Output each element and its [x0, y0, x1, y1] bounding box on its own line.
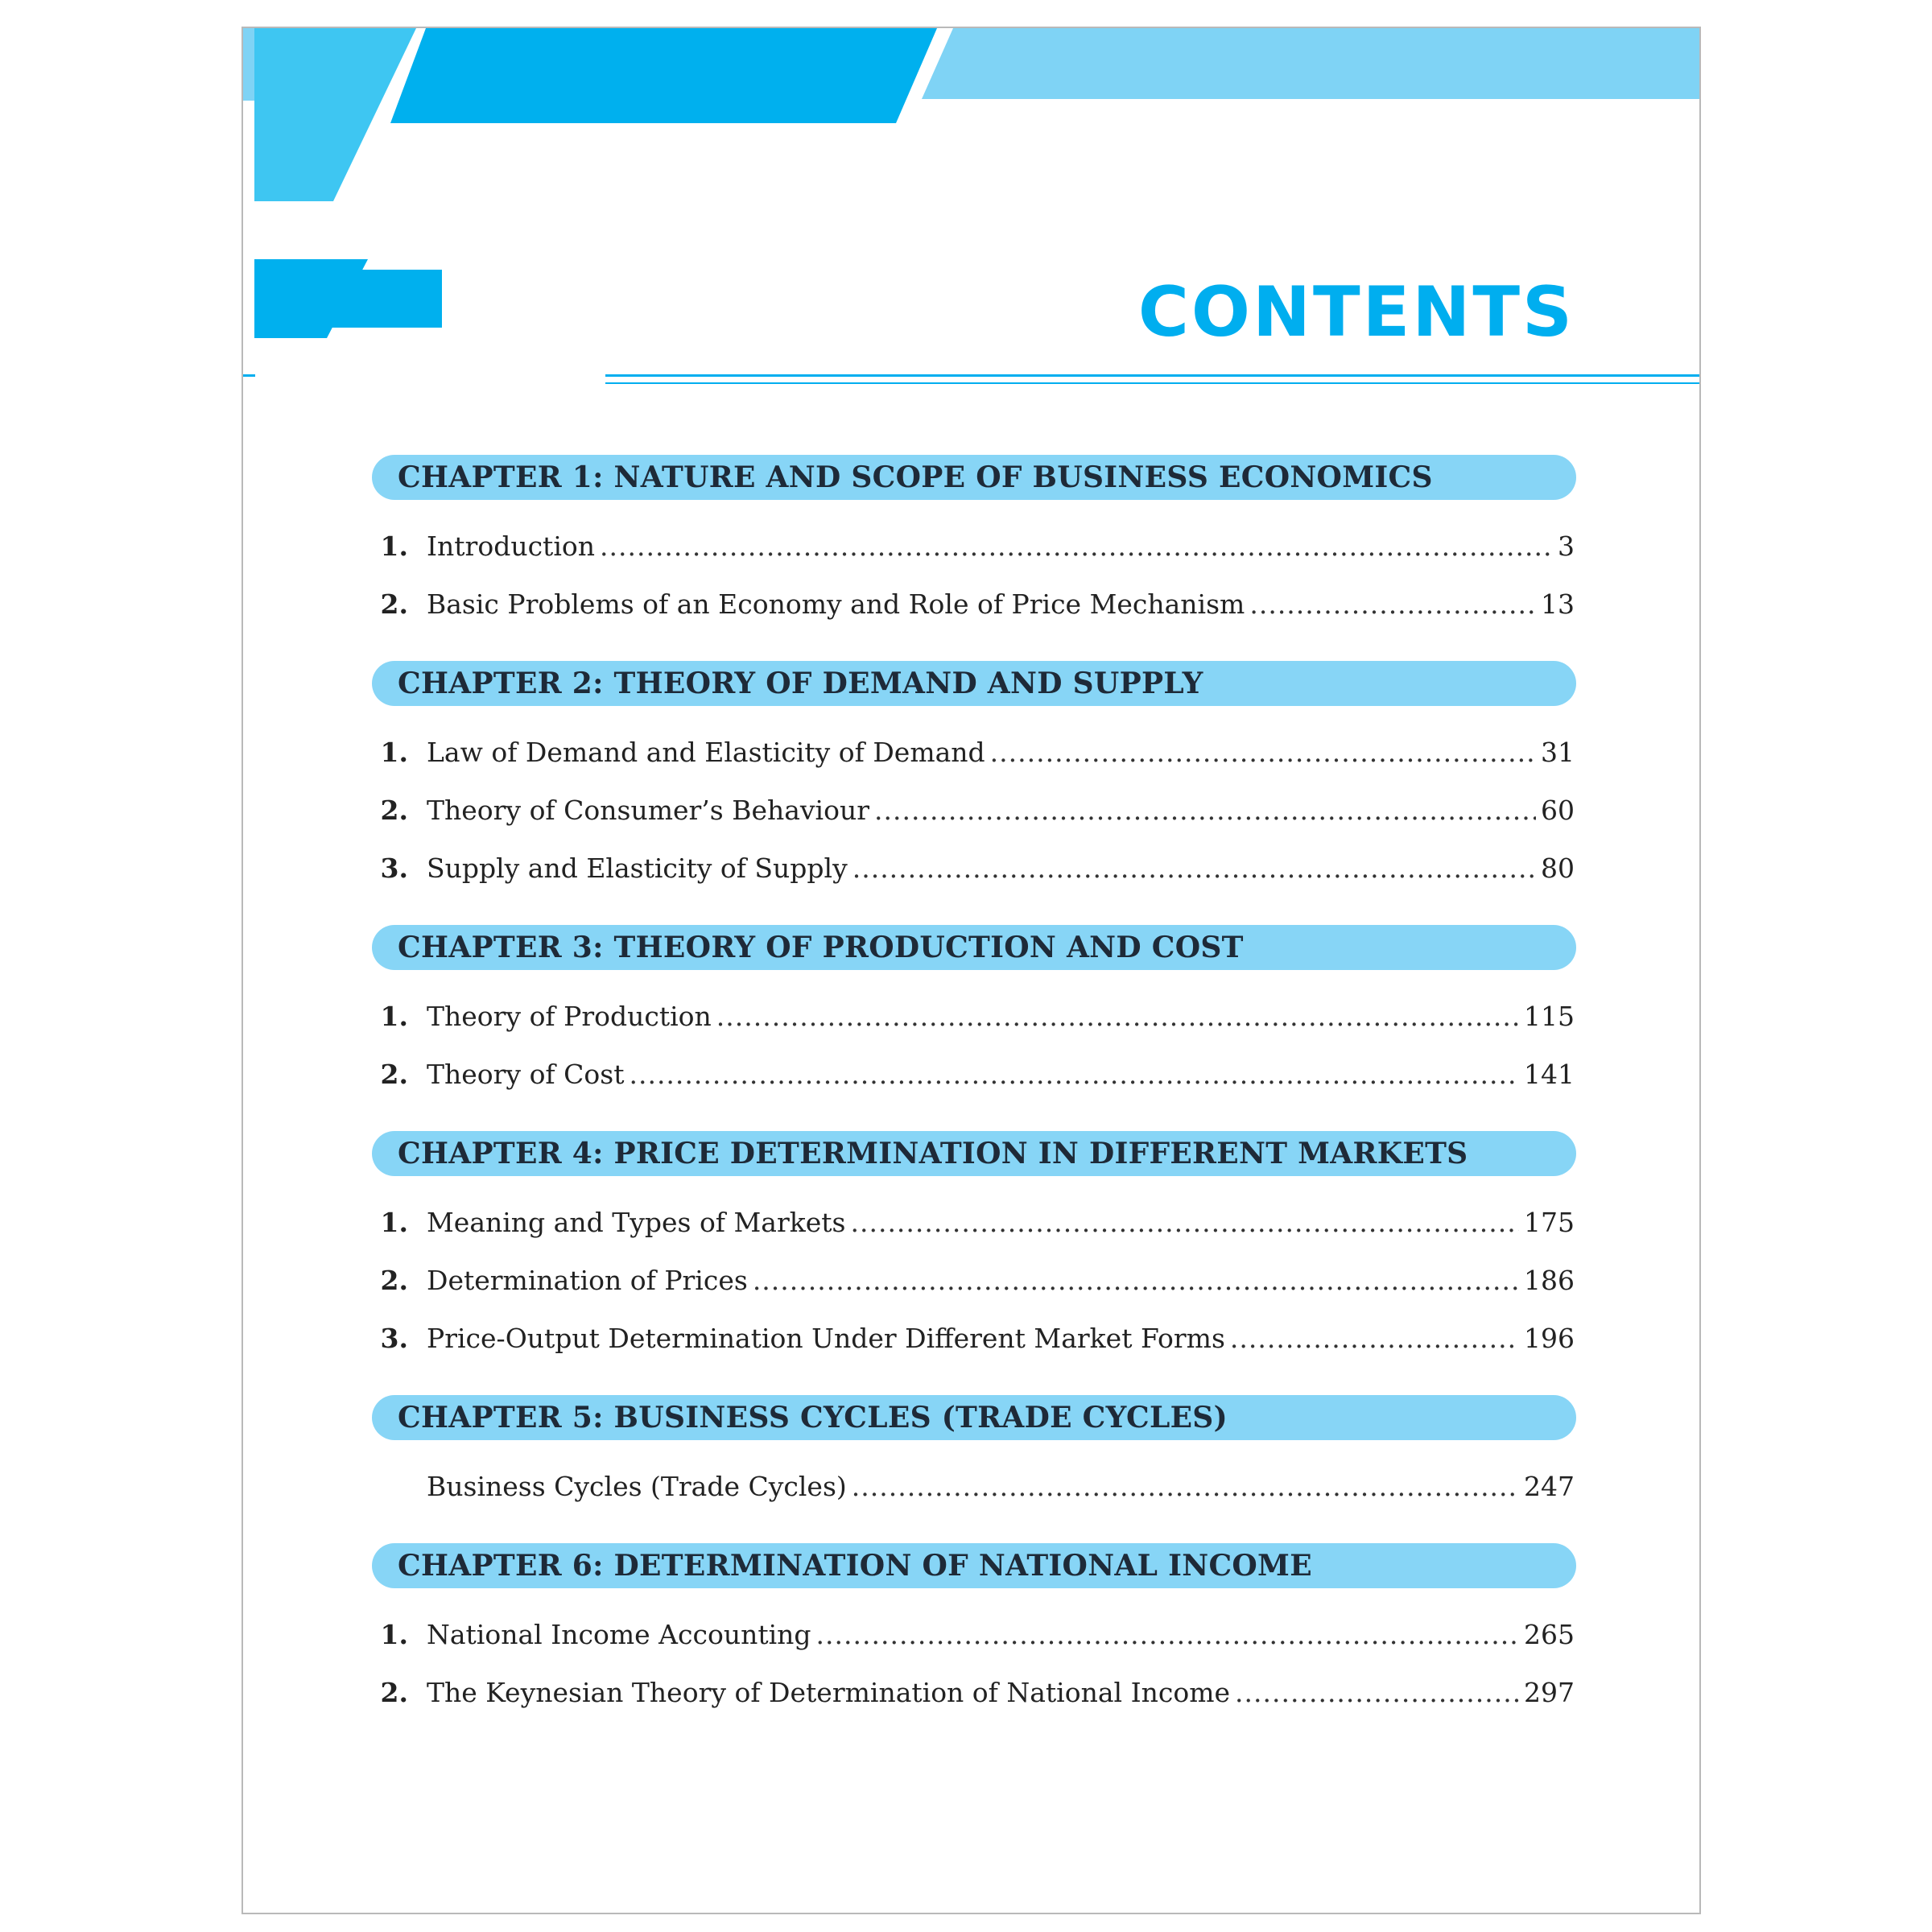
- entry-title: Determination of Prices: [427, 1265, 748, 1296]
- toc-entry[interactable]: [372, 1310, 1576, 1368]
- entry-number: 1.: [380, 530, 408, 562]
- dot-leader: [716, 988, 1519, 1046]
- dot-leader: [874, 782, 1536, 840]
- center-parallelogram: [390, 28, 937, 123]
- title-rule-thick: [605, 374, 1699, 377]
- entry-title: National Income Accounting: [427, 1619, 811, 1650]
- chapter-section: [372, 455, 1576, 634]
- left-edge-strip: [243, 28, 254, 101]
- entry-title: Introduction: [427, 530, 595, 562]
- chapter-section: [372, 1395, 1576, 1516]
- entry-number: 3.: [380, 852, 408, 884]
- entry-page-number: 175: [1524, 1207, 1575, 1238]
- entry-title: Theory of Cost: [427, 1059, 625, 1090]
- entry-number: 2.: [380, 1265, 408, 1296]
- dot-leader: [816, 1606, 1519, 1664]
- title-rule-thin: [605, 382, 1699, 384]
- toc-entry[interactable]: [372, 1664, 1576, 1722]
- toc-entry[interactable]: [372, 518, 1576, 576]
- entry-title: Meaning and Types of Markets: [427, 1207, 846, 1238]
- chapter-heading: CHAPTER 5: BUSINESS CYCLES (TRADE CYCLES): [372, 1395, 1576, 1440]
- dot-leader: [852, 840, 1536, 898]
- entry-title: Theory of Consumer’s Behaviour: [427, 795, 870, 826]
- entry-title: Supply and Elasticity of Supply: [427, 852, 848, 884]
- dot-leader: [1249, 576, 1536, 634]
- entry-title: Business Cycles (Trade Cycles): [427, 1471, 847, 1502]
- chapter-heading: CHAPTER 6: DETERMINATION OF NATIONAL INCOME: [372, 1543, 1576, 1588]
- entry-title: Theory of Production: [427, 1001, 712, 1032]
- entry-title: Price-Output Determination Under Different Market Forms: [427, 1323, 1225, 1354]
- chapter-heading: CHAPTER 4: PRICE DETERMINATION IN DIFFERENT MARKETS: [372, 1131, 1576, 1176]
- dot-leader: [990, 724, 1536, 782]
- document-page: [242, 27, 1701, 1914]
- dot-leader: [1235, 1664, 1519, 1722]
- entry-title: Law of Demand and Elasticity of Demand: [427, 737, 985, 768]
- entry-number: 2.: [380, 795, 408, 826]
- toc-entry[interactable]: [372, 988, 1576, 1046]
- title-rule-left: [243, 374, 255, 377]
- entry-page-number: 60: [1541, 795, 1575, 826]
- entry-page-number: 115: [1524, 1001, 1575, 1032]
- entry-page-number: 247: [1524, 1471, 1575, 1502]
- toc-entry[interactable]: [372, 1252, 1576, 1310]
- entry-number: 1.: [380, 1207, 408, 1238]
- chapter-heading: CHAPTER 1: NATURE AND SCOPE OF BUSINESS ECONOMICS: [372, 455, 1576, 500]
- dot-leader: [850, 1194, 1519, 1252]
- entry-page-number: 265: [1524, 1619, 1575, 1650]
- entry-page-number: 31: [1541, 737, 1575, 768]
- dot-leader: [852, 1458, 1519, 1516]
- toc-entry[interactable]: [372, 840, 1576, 898]
- dot-leader: [1230, 1310, 1519, 1368]
- entry-title: Basic Problems of an Economy and Role of Price Mechanism: [427, 588, 1245, 620]
- entry-number: 2.: [380, 1677, 408, 1708]
- entry-page-number: 141: [1524, 1059, 1575, 1090]
- entry-title: The Keynesian Theory of Determination of National Income: [427, 1677, 1231, 1708]
- entry-number: 1.: [380, 1001, 408, 1032]
- chapter-section: [372, 661, 1576, 898]
- chapter-section: [372, 1543, 1576, 1722]
- dot-leader: [753, 1252, 1519, 1310]
- entry-number: 3.: [380, 1323, 408, 1354]
- page-title: CONTENTS: [1137, 272, 1575, 353]
- chapter-heading: CHAPTER 2: THEORY OF DEMAND AND SUPPLY: [372, 661, 1576, 706]
- entry-number: 1.: [380, 737, 408, 768]
- entry-number: 2.: [380, 588, 408, 620]
- right-band: [922, 28, 1701, 99]
- toc-entry[interactable]: [372, 576, 1576, 634]
- entry-page-number: 186: [1524, 1265, 1575, 1296]
- chapter-section: [372, 1131, 1576, 1368]
- entry-page-number: 80: [1541, 852, 1575, 884]
- dot-leader: [600, 518, 1553, 576]
- entry-number: 1.: [380, 1619, 408, 1650]
- entry-page-number: 196: [1524, 1323, 1575, 1354]
- chapter-heading: CHAPTER 3: THEORY OF PRODUCTION AND COST: [372, 925, 1576, 970]
- entry-page-number: 3: [1558, 530, 1575, 562]
- toc-entry[interactable]: [372, 782, 1576, 840]
- chapter-section: [372, 925, 1576, 1104]
- toc-entry[interactable]: [372, 1606, 1576, 1664]
- table-of-contents: [372, 455, 1576, 1749]
- entry-page-number: 297: [1524, 1677, 1575, 1708]
- toc-entry[interactable]: [372, 724, 1576, 782]
- toc-entry[interactable]: [372, 1458, 1576, 1516]
- left-parallelogram: [254, 28, 416, 201]
- entry-page-number: 13: [1541, 588, 1575, 620]
- toc-entry[interactable]: [372, 1194, 1576, 1252]
- dot-leader: [629, 1046, 1519, 1104]
- toc-entry[interactable]: [372, 1046, 1576, 1104]
- entry-number: 2.: [380, 1059, 408, 1090]
